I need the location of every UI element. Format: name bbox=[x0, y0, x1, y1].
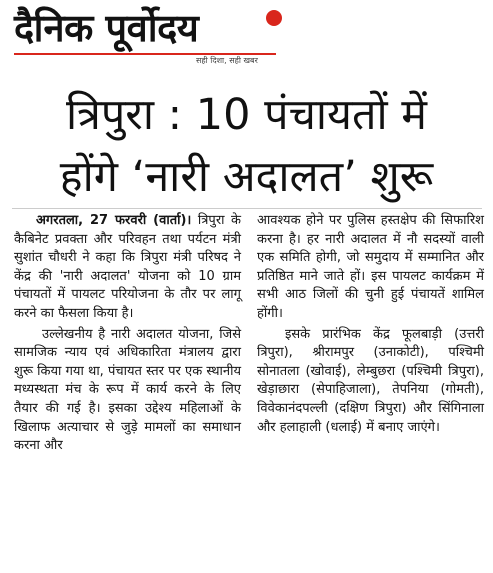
dateline: अगरतला, 27 फरवरी (वार्ता)। bbox=[36, 213, 192, 228]
logo bbox=[14, 2, 314, 54]
article-body bbox=[14, 212, 484, 564]
headline bbox=[0, 84, 493, 208]
paragraph: इसके प्रारंभिक केंद्र फूलबाड़ी (उत्तरी त्रिपुरा), श्रीरामपुर (उनाकोटी), पश्चिमी सोनातला (खोवाई), लेम्बुछरा (पश्चिमी त्रिपुरा), खेड़ाछारा (सेपाहिजाला), तेपनिया (गोमती), विवेकानंदपल्ली (दक्षिण त्रिपुरा) और सिंगिनाला और हलाहाली (धलाई) में बनाए जाएंगे। bbox=[257, 326, 484, 435]
logo-dot-icon bbox=[266, 10, 282, 26]
article-column-1 bbox=[14, 212, 241, 564]
dateline-paragraph bbox=[14, 212, 241, 324]
article-column-2 bbox=[257, 212, 484, 564]
headline-divider bbox=[12, 208, 482, 209]
masthead bbox=[0, 0, 493, 78]
logo-text: दैनिक पूर्वोदय bbox=[14, 6, 199, 50]
paragraph-text: त्रिपुरा के कैबिनेट प्रवक्ता और परिवहन तथा पर्यटन मंत्री सुशांत चौधरी ने कहा कि त्रिपुरा मंत्री परिषद ने केंद्र की 'नारी अदालत' योजना को 10 ग्राम पंचायतों में पायलट परियोजना के तौर पर लागू करने का फैसला किया है। bbox=[14, 213, 242, 321]
tagline: सही दिशा, सही खबर bbox=[196, 56, 258, 65]
headline-line-2: होंगे ‘नारी अदालत’ शुरू bbox=[59, 152, 434, 202]
paragraph: आवश्यक होने पर पुलिस हस्तक्षेप की सिफारिश करना है। हर नारी अदालत में नौ सदस्यों वाली एक समिति होगी, जो समुदाय में सम्मानित और प्रतिष्ठित माने जाते हों। इस पायलट कार्यक्रम में सभी आठ जिलों की चुनी हुई पंचायतें शामिल होंगी। bbox=[257, 213, 484, 321]
paragraph: उल्लेखनीय है नारी अदालत योजना, जिसे सामजिक न्याय एवं अधिकारिता मंत्रालय द्वारा शुरू किया गया था, पंचायत स्तर पर एक स्थानीय मध्यस्थता मंच के रूप में कार्य करने के लिए तैयार की गई है। इसका उद्देश्य महिलाओं के खिलाफ अत्याचार से जुड़े मामलों का समाधान करना और bbox=[14, 326, 241, 454]
headline-line-1: त्रिपुरा : 10 पंचायतों में bbox=[65, 90, 428, 140]
